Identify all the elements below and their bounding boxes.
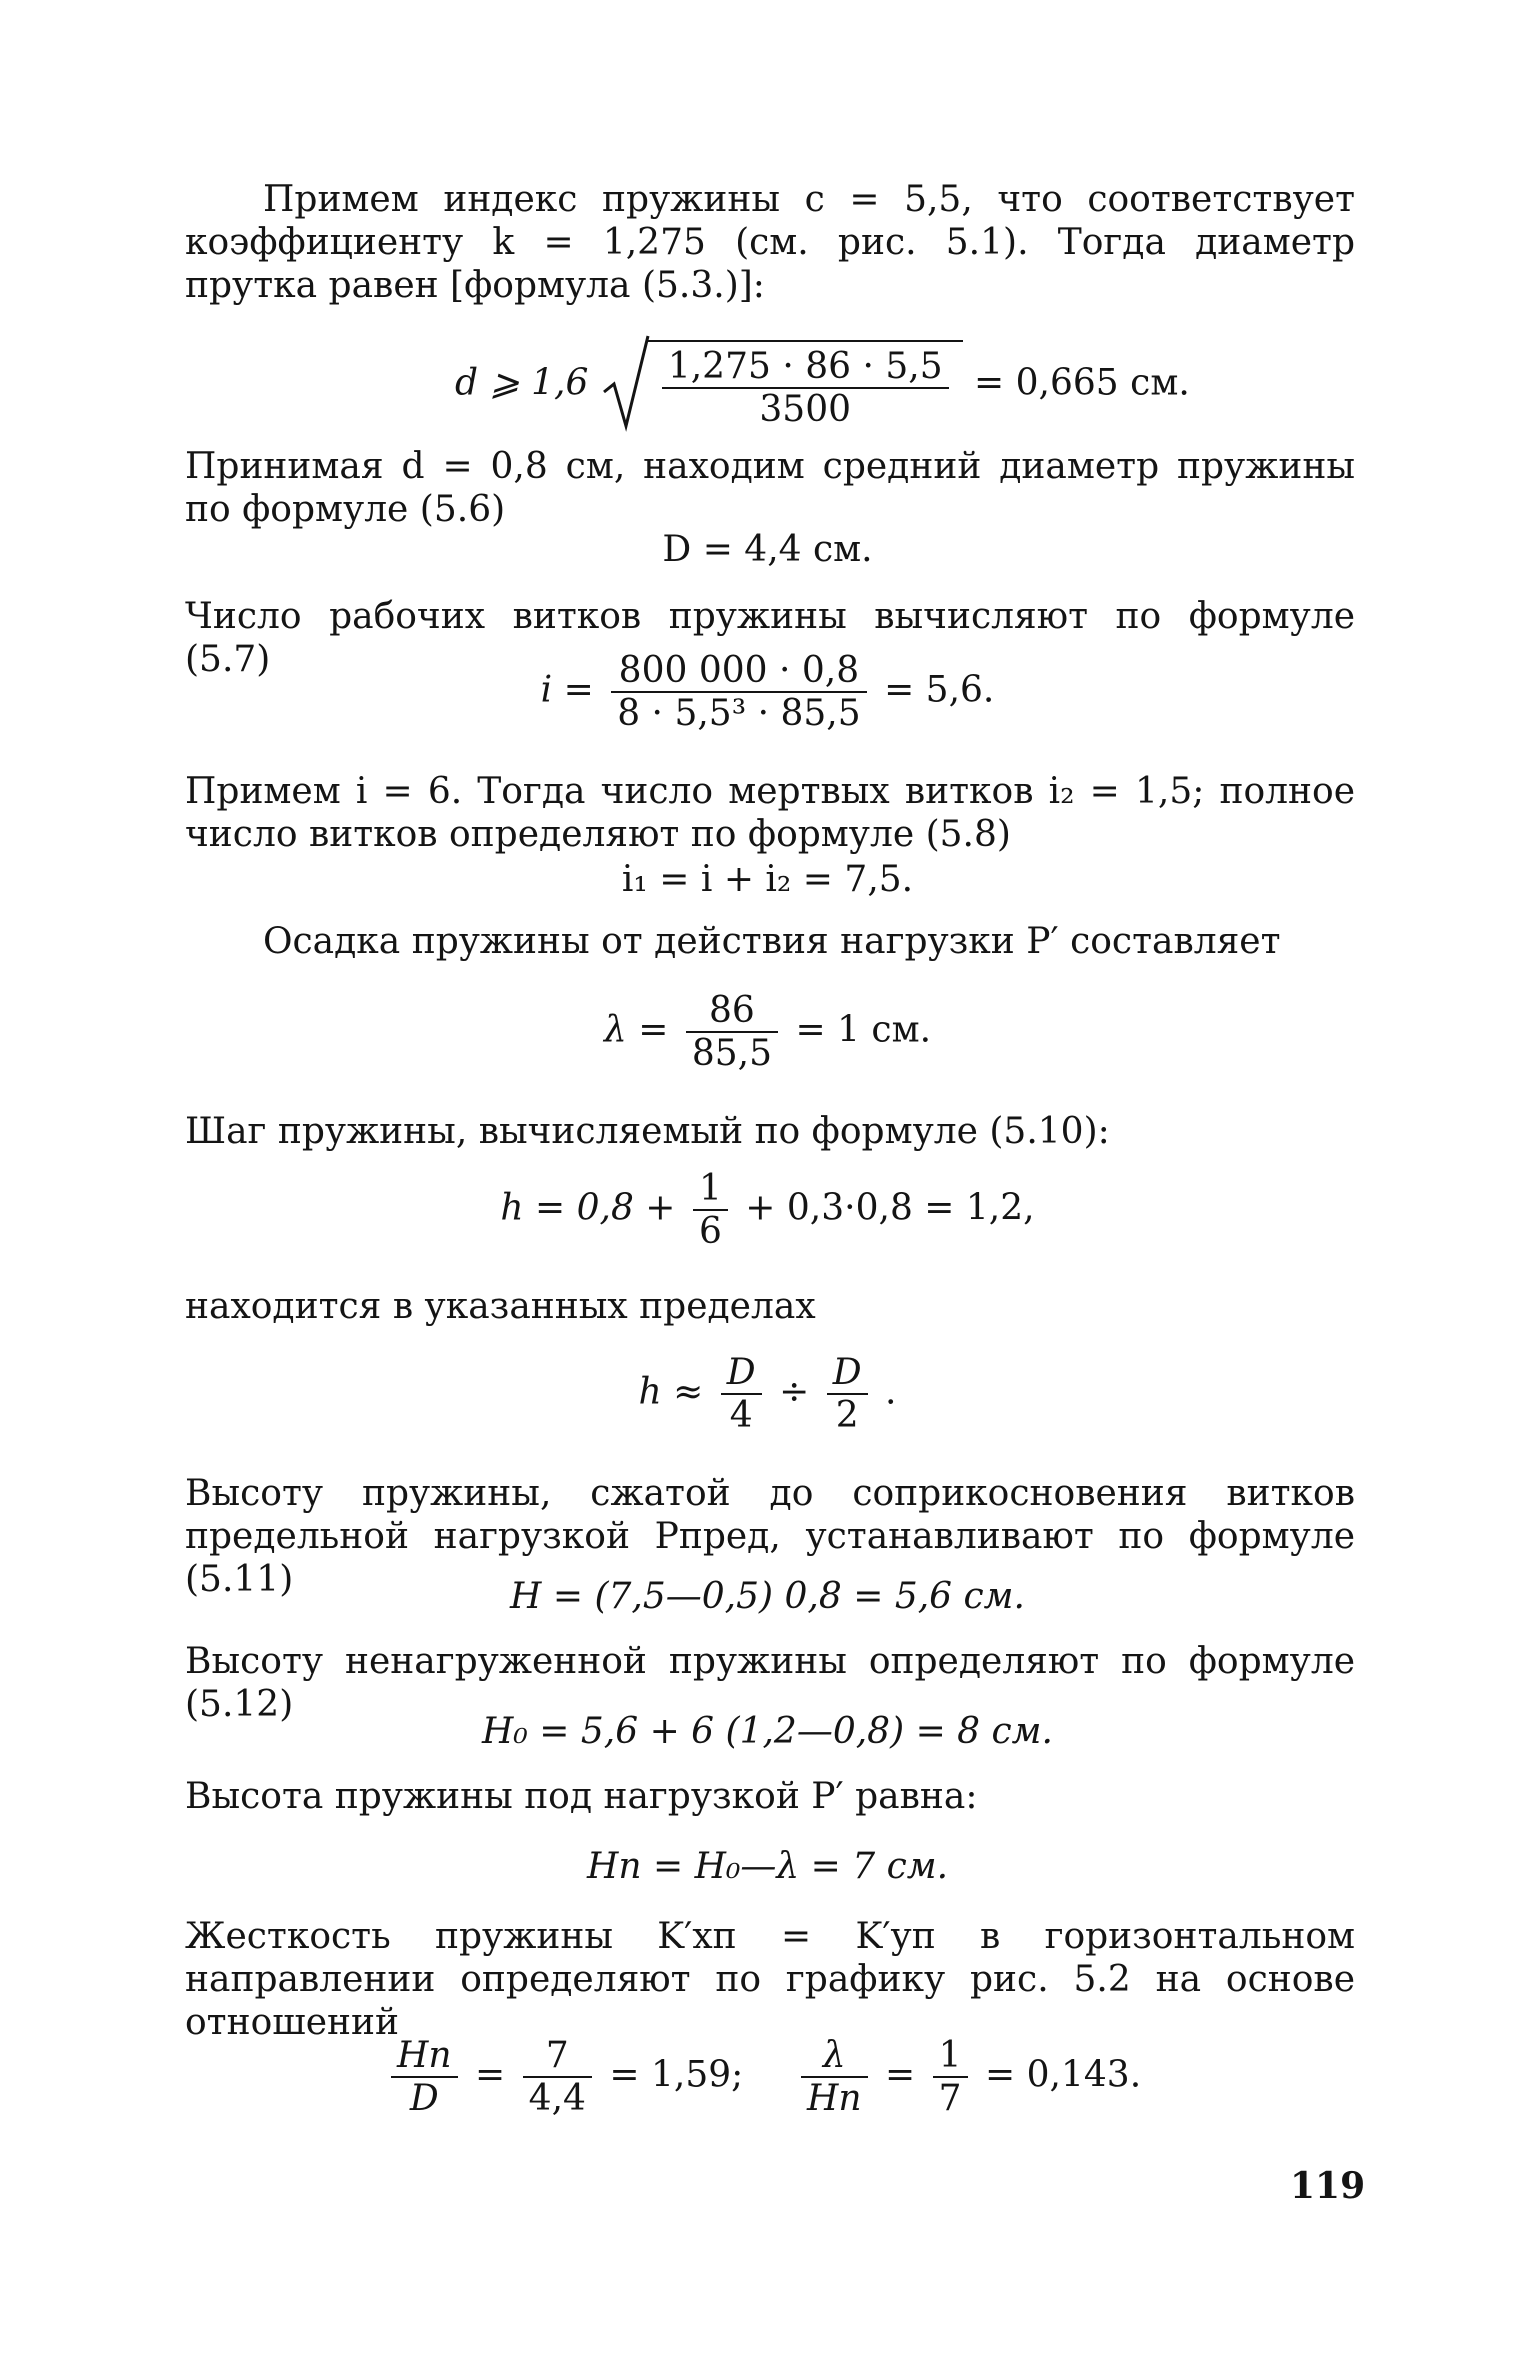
fraction-denominator: 4 bbox=[729, 1395, 753, 1437]
paragraph-free-height: Высоту ненагруженной пружины определяют по формуле (5.12) bbox=[185, 1641, 1355, 1726]
paragraph-spring-index: Примем индекс пружины c = 5,5, что соответствует коэффициенту k = 1,275 (см. рис. 5.1). Тогда диаметр прутка равен [формула (5.3.)]: bbox=[185, 179, 1355, 307]
formula-lhs: h = 0,8 + bbox=[500, 1187, 676, 1229]
fraction-numerator: λ bbox=[801, 2035, 868, 2078]
formula-rhs: = 0,143. bbox=[985, 2054, 1142, 2096]
fraction bbox=[827, 1352, 868, 1437]
paragraph-mean-diameter: Принимая d = 0,8 см, находим средний диаметр пружины по формуле (5.6) bbox=[185, 446, 1355, 531]
fraction-denominator: 8 · 5,5³ · 85,5 bbox=[617, 693, 861, 735]
paragraph-working-turns: Число рабочих витков пружины вычисляют по формуле (5.7) bbox=[185, 596, 1355, 681]
fraction bbox=[721, 1352, 762, 1437]
formula-free-height: H₀ = 5,6 + 6 (1,2—0,8) = 8 см. bbox=[482, 1711, 1053, 1752]
division-sign: ÷ bbox=[779, 1371, 810, 1413]
formula-ratio-height-diameter bbox=[385, 2035, 743, 2120]
formula-lhs: i = bbox=[540, 669, 594, 711]
formula-total-turns: i₁ = i + i₂ = 7,5. bbox=[621, 859, 914, 900]
radical-sign-icon bbox=[600, 334, 650, 434]
formula-pitch bbox=[0, 1168, 1535, 1253]
formula-mean-diameter: D = 4,4 см. bbox=[662, 529, 873, 570]
equals-sign: = bbox=[475, 2054, 506, 2096]
fraction bbox=[391, 2035, 458, 2120]
formula-rhs: = 5,6. bbox=[884, 669, 995, 711]
square-root bbox=[600, 340, 963, 431]
formula-end: . bbox=[885, 1371, 897, 1413]
fraction-denominator: 2 bbox=[835, 1395, 859, 1437]
formula-lhs: h ≈ bbox=[638, 1371, 704, 1413]
fraction-numerator: 800 000 · 0,8 bbox=[611, 650, 866, 693]
formula-rhs: = 1,59; bbox=[609, 2054, 744, 2096]
formula-rhs: = 1 см. bbox=[795, 1009, 932, 1051]
page-number: 119 bbox=[1290, 2165, 1366, 2207]
fraction-numerator: 1 bbox=[933, 2035, 968, 2078]
fraction-denominator: 6 bbox=[698, 1211, 722, 1253]
fraction-denominator: 7 bbox=[938, 2078, 962, 2120]
formula-rhs: + 0,3·0,8 = 1,2, bbox=[745, 1187, 1035, 1229]
fraction-numerator: 1,275 · 86 · 5,5 bbox=[662, 346, 949, 389]
fraction-numerator: 1 bbox=[693, 1168, 728, 1211]
formula-rhs: = 0,665 см. bbox=[974, 362, 1190, 404]
formula-deflection bbox=[0, 990, 1535, 1075]
paragraph-stiffness: Жесткость пружины K′хп = K′уп в горизонтальном направлении определяют по графику рис. 5.2 на основе отношений bbox=[185, 1916, 1355, 2044]
equals-sign: = bbox=[885, 2054, 916, 2096]
fraction bbox=[933, 2035, 968, 2120]
fraction-numerator: D bbox=[721, 1352, 762, 1395]
fraction-numerator: D bbox=[827, 1352, 868, 1395]
formula-lhs: λ = bbox=[603, 1009, 669, 1051]
formula-loaded-height: Hп = H₀—λ = 7 см. bbox=[586, 1846, 949, 1887]
fraction bbox=[801, 2035, 868, 2120]
fraction-numerator: 7 bbox=[523, 2035, 592, 2078]
fraction-numerator: Hп bbox=[391, 2035, 458, 2078]
paragraph-dead-turns: Примем i = 6. Тогда число мертвых витков i₂ = 1,5; полное число витков определяют по формуле (5.8) bbox=[185, 771, 1355, 856]
formula-rod-diameter bbox=[455, 340, 1190, 431]
paragraph-deflection: Осадка пружины от действия нагрузки P′ составляет bbox=[263, 921, 1281, 962]
fraction-denominator: Hп bbox=[807, 2078, 862, 2120]
paragraph-solid-height: Высоту пружины, сжатой до соприкосновения витков предельной нагрузкой Pпред, устанавливают по формуле (5.11) bbox=[185, 1473, 1355, 1601]
fraction-denominator: D bbox=[409, 2078, 439, 2120]
fraction bbox=[686, 990, 778, 1075]
formula-solid-height: H = (7,5—0,5) 0,8 = 5,6 см. bbox=[510, 1576, 1025, 1617]
fraction bbox=[693, 1168, 728, 1253]
fraction bbox=[662, 346, 949, 431]
fraction-denominator: 4,4 bbox=[528, 2078, 586, 2120]
formula-ratio-deflection-height bbox=[795, 2035, 1141, 2120]
formula-lhs: d ⩾ 1,6 bbox=[455, 362, 589, 404]
fraction bbox=[523, 2035, 592, 2120]
formula-working-turns bbox=[0, 650, 1535, 735]
paragraph-pitch: Шаг пружины, вычисляемый по формуле (5.10): bbox=[185, 1111, 1110, 1152]
formula-pitch-limits bbox=[0, 1352, 1535, 1437]
paragraph-loaded-height: Высота пружины под нагрузкой P′ равна: bbox=[185, 1776, 978, 1817]
fraction-denominator: 3500 bbox=[759, 389, 852, 431]
fraction-numerator: 86 bbox=[686, 990, 778, 1033]
fraction-denominator: 85,5 bbox=[691, 1033, 773, 1075]
paragraph-limits: находится в указанных пределах bbox=[185, 1286, 816, 1327]
fraction bbox=[611, 650, 866, 735]
